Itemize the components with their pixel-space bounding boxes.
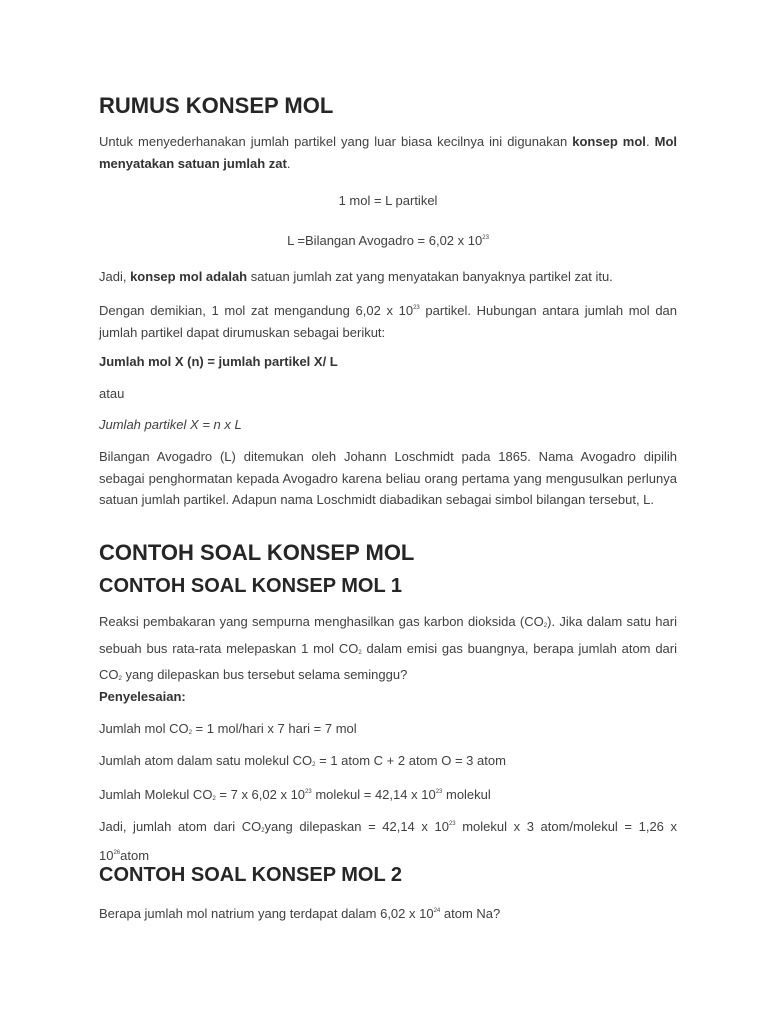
step2-text: Jumlah atom dalam satu molekul $CO_2 = 1$ atom C + 2 atom O = 3 atom <box>99 753 506 768</box>
heading-rumus-konsep-mol: RUMUS KONSEP MOL <box>99 93 334 118</box>
intro-paragraph: Untuk menyederhanakan jumlah partikel yang luar biasa kecilnya ini digunakan konsep mol. Mol menyatakan satuan jumlah zat. <box>99 134 677 171</box>
soal1-paragraph: Reaksi pembakaran yang sempurna menghasilkan gas karbon dioksida $(CO_2)$. Jika dalam satu hari sebuah bus rata-rata melepaskan 1 mol $CO_2$ dalam emisi gas buangnya, berapa jumlah atom dari $CO_2$ yang dilepaskan bus tersebut selama seminggu? <box>99 614 678 682</box>
step1-text: Jumlah mol $CO_2 = 1$ mol/hari x 7 hari = 7 mol <box>99 721 357 736</box>
heading-contoh-soal-1: CONTOH SOAL KONSEP MOL 1 <box>99 575 403 597</box>
dengan-demikian-paragraph: Dengan demikian, 1 mol zat mengandung 6,02 x $10^{23}$ partikel. Hubungan antara jumlah mol dan jumlah partikel dapat dirumuskan sebagai berikut: <box>99 303 678 340</box>
penyelesaian-label: Penyelesaian: <box>99 689 186 704</box>
step4-text: Jadi, jumlah atom dari $CO_2yang$ dilepaskan = 42,14 x $10^{23}$ molekul x 3 atom/molekul = 1,26 x $10^{26}atom$ <box>99 819 677 863</box>
equation-avogadro: L =Bilangan Avogadro = 6,02 x $10^{23}$ <box>287 233 489 248</box>
heading-contoh-soal-2: CONTOH SOAL KONSEP MOL 2 <box>99 864 403 886</box>
step3-text: Jumlah Molekul $CO_2 = 7$ x 6,02 x $10^{23}$ molekul = 42,14 x $10^{23}$ molekul <box>99 787 491 802</box>
heading-contoh-soal: CONTOH SOAL KONSEP MOL <box>99 540 415 565</box>
equation-mol-l: 1 mol = L partikel <box>338 193 438 208</box>
avogadro-paragraph: Bilangan Avogadro (L) ditemukan oleh Johann Loschmidt pada 1865. Nama Avogadro dipilih sebagai penghormatan kepada Avogadro karena beliau orang pertama yang mengusulkan perlunya satuan jumlah partikel. Adapun nama Loschmidt diabadikan sebagai simbol bilangan tersebut, L. <box>99 449 677 507</box>
formula-jumlah-mol: Jumlah mol X (n) = jumlah partikel X/ L <box>99 354 338 369</box>
formula-jumlah-partikel: Jumlah partikel X = n x L <box>99 417 242 432</box>
soal2-text: Berapa jumlah mol natrium yang terdapat dalam 6,02 x $10^{24}$ atom Na? <box>99 906 501 921</box>
jadi-paragraph: Jadi, konsep mol adalah satuan jumlah zat yang menyatakan banyaknya partikel zat itu. <box>99 269 613 284</box>
atau-text: atau <box>99 386 125 401</box>
